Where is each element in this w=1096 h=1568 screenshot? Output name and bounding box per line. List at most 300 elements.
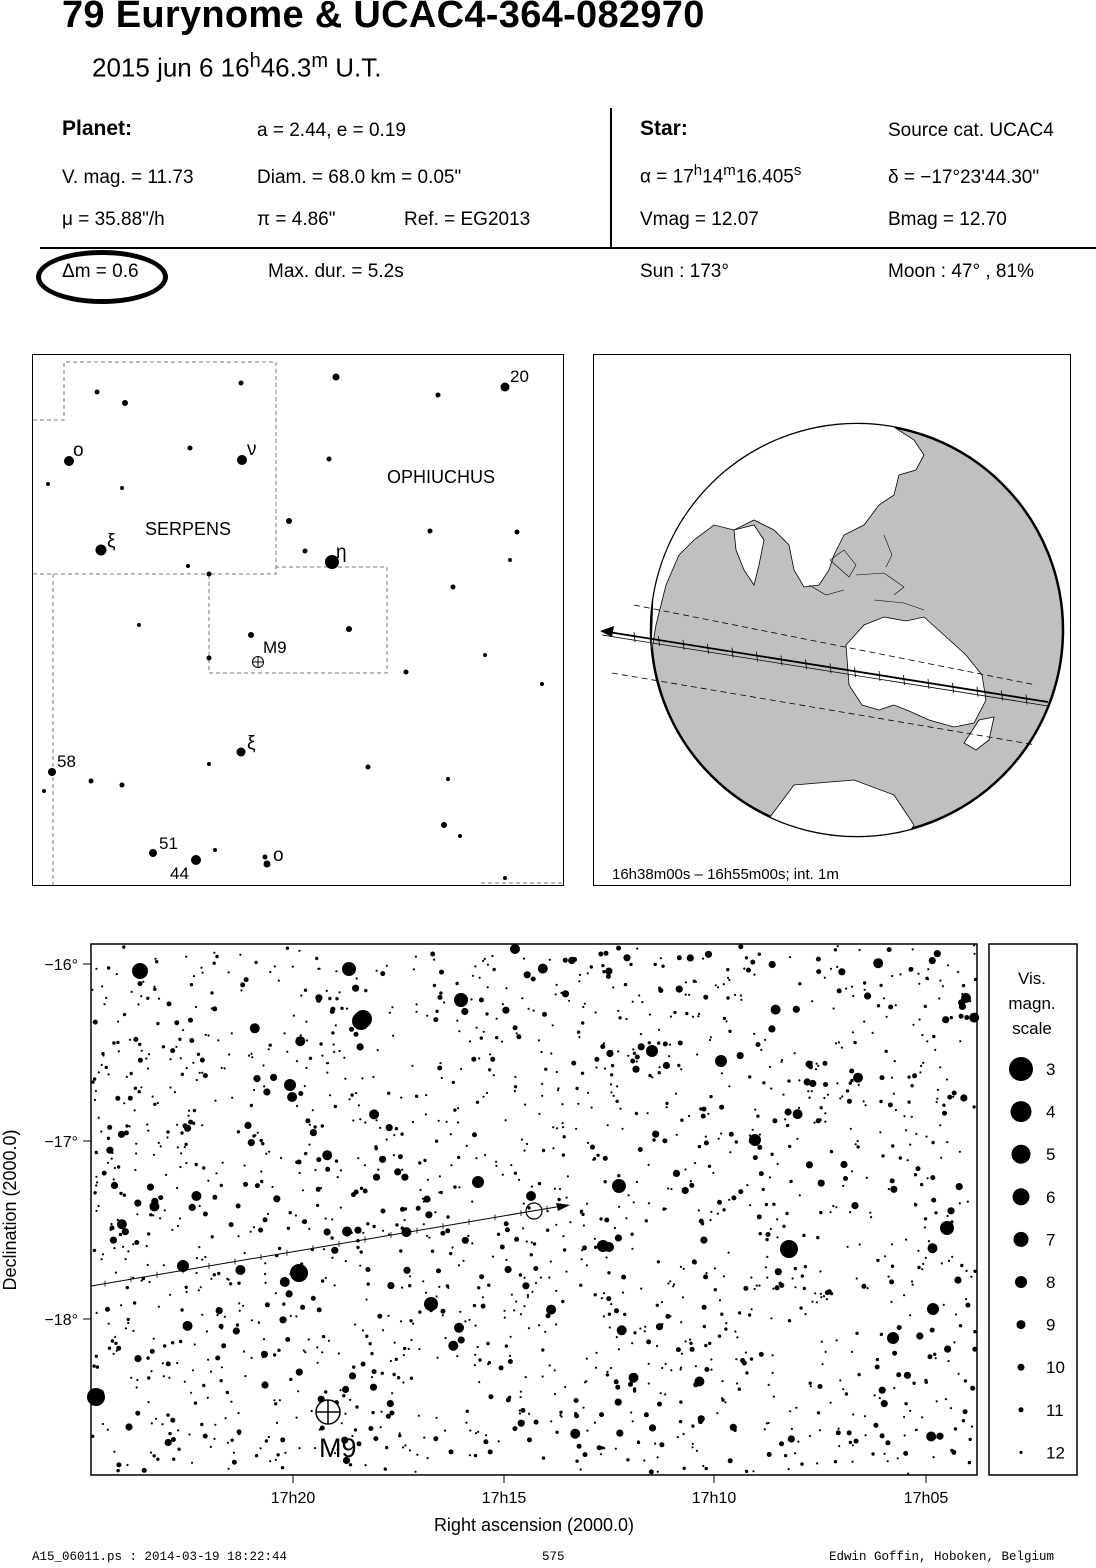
field-star (261, 1142, 264, 1145)
field-star (472, 1132, 477, 1137)
field-star (809, 1080, 816, 1087)
field-star (399, 1432, 401, 1434)
field-star (153, 988, 156, 991)
field-star (446, 1215, 449, 1218)
field-star (495, 1165, 497, 1167)
cmap-star (458, 834, 462, 838)
footer-page: 575 (542, 1550, 565, 1564)
field-star (168, 1377, 170, 1379)
field-star (533, 1266, 538, 1271)
info-divider (610, 108, 612, 248)
field-star (964, 1379, 967, 1382)
field-star (304, 989, 307, 992)
field-star (736, 1382, 738, 1384)
field-star (107, 1137, 110, 1140)
field-star (772, 1354, 774, 1356)
field-star (577, 1103, 579, 1105)
field-star (523, 1305, 525, 1307)
field-star (367, 1282, 370, 1285)
field-star (314, 1447, 316, 1449)
field-star (408, 1348, 410, 1350)
field-star (296, 1369, 303, 1376)
field-star (835, 1042, 837, 1044)
globe-caption: 16h38m00s – 16h55m00s; int. 1m (612, 866, 839, 883)
field-star (794, 1267, 797, 1270)
field-star (865, 1104, 867, 1106)
field-star (473, 1304, 476, 1307)
field-star (524, 1277, 526, 1279)
field-star (791, 1428, 793, 1430)
field-star (305, 1118, 310, 1123)
field-star (809, 1435, 811, 1437)
field-star (458, 1264, 460, 1266)
field-star (863, 1100, 865, 1102)
field-star (710, 1211, 712, 1213)
field-star (940, 1157, 942, 1159)
field-star (819, 1270, 821, 1272)
field-star (649, 1014, 651, 1016)
field-star (969, 1438, 972, 1441)
field-star (514, 1237, 519, 1242)
field-star (225, 1417, 227, 1419)
field-star (946, 1141, 948, 1143)
field-star (243, 1182, 248, 1187)
field-star (845, 988, 847, 990)
planet-label: Planet: (62, 117, 133, 140)
field-star (322, 1150, 332, 1160)
field-star (274, 1402, 277, 1405)
field-star (179, 1217, 181, 1219)
field-star (816, 1118, 821, 1123)
planet-pi: π = 4.86" (257, 209, 336, 230)
field-star (275, 1292, 277, 1294)
field-star (622, 1292, 624, 1294)
field-star (95, 968, 97, 970)
field-star (103, 1003, 105, 1005)
field-star (474, 1364, 476, 1366)
field-star (785, 1108, 792, 1115)
field-star (696, 1450, 698, 1452)
field-star (152, 1096, 154, 1098)
field-star (595, 1352, 597, 1354)
field-star (943, 1304, 945, 1306)
field-star (648, 1202, 650, 1204)
field-star (957, 971, 959, 973)
field-star (911, 1280, 913, 1282)
field-star (873, 1423, 878, 1428)
field-star (641, 1001, 643, 1003)
cmap-star (237, 748, 246, 757)
field-star (458, 1336, 465, 1343)
field-star (95, 1210, 97, 1212)
field-star (658, 1029, 660, 1031)
field-star (153, 1103, 156, 1106)
field-star (519, 1273, 522, 1276)
field-star (528, 1327, 530, 1329)
field-star (189, 1204, 196, 1211)
field-star (268, 1151, 270, 1153)
field-star (488, 1068, 491, 1071)
field-star (493, 968, 496, 971)
field-star (819, 1211, 822, 1214)
field-star (738, 1388, 741, 1391)
field-star (179, 1166, 181, 1168)
cmap-star (237, 455, 247, 465)
field-star (710, 1369, 712, 1371)
field-star (904, 1402, 907, 1405)
field-star (110, 1225, 115, 1230)
legend-label-mag-8: 8 (1046, 1273, 1056, 1292)
field-star (973, 953, 975, 955)
field-star (485, 1012, 488, 1015)
field-star (260, 1139, 263, 1142)
field-star (413, 968, 415, 970)
field-star (735, 1140, 738, 1143)
field-star (895, 1109, 897, 1111)
field-star (130, 1377, 132, 1379)
field-star (480, 1036, 483, 1039)
cmap-star (89, 779, 94, 784)
field-star (395, 1223, 398, 1226)
field-star (134, 1109, 136, 1111)
field-star (436, 1268, 441, 1273)
field-star (679, 1420, 682, 1423)
field-star (146, 1356, 149, 1359)
field-star (864, 992, 871, 999)
field-star (102, 1253, 104, 1255)
field-star (646, 1339, 651, 1344)
field-star (456, 1355, 458, 1357)
field-star (469, 1429, 471, 1431)
field-star (302, 1221, 304, 1223)
field-star (965, 1298, 967, 1300)
field-star (423, 1223, 425, 1225)
field-star (904, 1372, 911, 1379)
star-alpha: $\alpha = 17^h14^m16.405^s$ (640, 162, 802, 188)
field-star (127, 1250, 129, 1252)
legend-dot-mag-7 (1014, 1232, 1029, 1247)
field-star (577, 1444, 582, 1449)
field-star (974, 978, 977, 981)
field-star (557, 1087, 559, 1089)
field-star (426, 1015, 428, 1017)
field-star (398, 1154, 403, 1159)
field-star (242, 1305, 244, 1307)
field-star (401, 1226, 404, 1229)
field-star (542, 1149, 545, 1152)
field-star (973, 1270, 976, 1273)
field-star (326, 990, 328, 992)
field-star (681, 1353, 683, 1355)
field-star (160, 1145, 162, 1147)
field-star (581, 1258, 583, 1260)
field-star (504, 1221, 509, 1226)
field-star (452, 1247, 454, 1249)
field-star (441, 1309, 446, 1314)
field-star (233, 1327, 240, 1334)
field-star (261, 1381, 268, 1388)
field-star (724, 1327, 727, 1330)
field-star (669, 1044, 671, 1046)
field-star (215, 1172, 217, 1174)
field-star (829, 1211, 831, 1213)
field-star (458, 1186, 460, 1188)
field-star (664, 1393, 666, 1395)
field-star (715, 984, 717, 986)
field-star (170, 1418, 175, 1423)
finder-frame (91, 944, 977, 1475)
field-star (195, 1006, 197, 1008)
field-star (922, 1062, 924, 1064)
field-star (742, 1361, 747, 1366)
field-star (631, 1342, 633, 1344)
field-star (175, 1046, 177, 1048)
field-star (198, 1246, 200, 1248)
field-star (423, 1201, 425, 1203)
legend-dot-mag-9 (1017, 1320, 1026, 1329)
field-star (853, 1073, 863, 1083)
field-star (308, 1228, 310, 1230)
field-star (880, 1333, 883, 1336)
field-star (462, 1260, 464, 1262)
field-star (884, 1453, 886, 1455)
field-star (734, 1330, 736, 1332)
field-star (835, 1206, 837, 1208)
field-star (297, 1390, 299, 1392)
field-star (123, 1013, 126, 1016)
field-star (692, 1016, 694, 1018)
field-star (118, 1131, 125, 1138)
field-star (385, 1446, 388, 1449)
field-star (310, 1129, 317, 1136)
field-star (889, 1279, 894, 1284)
field-star (250, 1231, 252, 1233)
field-star (239, 954, 241, 956)
field-star (950, 1016, 953, 1019)
field-star (433, 1017, 438, 1022)
field-star (428, 1237, 430, 1239)
field-star (942, 1104, 945, 1107)
field-star (470, 998, 472, 1000)
field-star (303, 1349, 305, 1351)
field-star (300, 1034, 302, 1036)
field-star (540, 1051, 542, 1053)
field-star (399, 1249, 402, 1252)
field-star (349, 1027, 354, 1032)
field-star (947, 1207, 954, 1214)
field-star (111, 1339, 114, 1342)
field-star (941, 1262, 943, 1264)
field-star (435, 1140, 438, 1143)
field-star (416, 1206, 421, 1211)
m9-label: M9 (263, 638, 287, 657)
field-star (548, 1276, 550, 1278)
field-star (255, 1454, 258, 1457)
field-star (365, 1335, 368, 1338)
field-star (354, 1227, 361, 1234)
field-star (502, 1174, 504, 1176)
field-star (371, 1411, 374, 1414)
cmap-star (327, 457, 332, 462)
field-star (132, 1243, 134, 1245)
field-star (268, 1436, 270, 1438)
field-star (817, 1065, 819, 1067)
field-star (552, 1024, 554, 1026)
field-star (93, 1020, 98, 1025)
field-star (194, 1401, 197, 1404)
field-star (934, 950, 941, 957)
field-star (486, 1092, 488, 1094)
field-star (606, 1373, 609, 1376)
field-star (147, 1184, 154, 1191)
field-star (770, 1153, 773, 1156)
field-star (590, 1145, 595, 1150)
field-star (158, 1142, 160, 1144)
cmap-star (333, 374, 340, 381)
field-star (688, 994, 690, 996)
cmap-star (239, 381, 244, 386)
field-star (199, 1072, 201, 1074)
field-star (192, 1062, 194, 1064)
field-star (298, 1091, 303, 1096)
field-star (141, 1050, 143, 1052)
field-star (186, 1291, 188, 1293)
field-star (479, 1274, 484, 1279)
field-star (112, 1041, 115, 1044)
field-star (604, 1218, 609, 1223)
field-star (255, 1183, 260, 1188)
field-star (170, 1058, 172, 1060)
field-star (690, 1347, 695, 1352)
field-star (617, 1325, 627, 1335)
field-star (769, 1066, 771, 1068)
field-star (785, 1212, 788, 1215)
field-star (158, 1306, 160, 1308)
field-star (947, 964, 949, 966)
field-star (538, 1324, 540, 1326)
field-star (746, 1184, 748, 1186)
field-star (905, 1239, 907, 1241)
field-star (691, 1424, 694, 1427)
field-star (198, 1289, 200, 1291)
field-star (591, 1107, 593, 1109)
legend-label-mag-11: 11 (1046, 1400, 1064, 1420)
cmap-star (207, 762, 211, 766)
field-star (436, 1357, 438, 1359)
field-star (212, 1195, 217, 1200)
field-star (364, 1121, 366, 1123)
field-star (759, 1133, 761, 1135)
field-star (555, 1224, 557, 1226)
field-star (891, 1077, 893, 1079)
field-star (134, 1087, 137, 1090)
field-star (559, 1414, 561, 1416)
field-star (213, 1273, 216, 1276)
field-star (820, 1296, 822, 1298)
field-star (766, 1256, 768, 1258)
field-star (611, 1064, 614, 1067)
field-star (482, 1296, 484, 1298)
field-star (231, 1439, 234, 1442)
field-star (662, 1138, 667, 1143)
field-star (610, 1073, 613, 1076)
field-star (449, 1252, 452, 1255)
field-star (599, 1412, 604, 1417)
field-star (216, 1314, 218, 1316)
field-star (673, 1283, 675, 1285)
field-star (769, 961, 776, 968)
field-star (816, 1462, 818, 1464)
field-star (153, 986, 155, 988)
field-star (349, 1372, 356, 1379)
field-star (522, 1282, 529, 1289)
field-star (373, 1436, 378, 1441)
field-star (273, 1399, 275, 1401)
field-star (680, 1367, 682, 1369)
field-star (277, 1349, 280, 1352)
field-star (194, 1343, 196, 1345)
field-star (315, 957, 318, 960)
field-star (122, 1246, 124, 1248)
field-star (656, 1345, 658, 1347)
field-star (180, 1152, 182, 1154)
field-star (959, 1324, 962, 1327)
field-star (122, 1228, 129, 1235)
field-star (849, 1082, 852, 1085)
field-star (148, 1281, 150, 1283)
field-star (927, 968, 929, 970)
field-star (568, 957, 575, 964)
field-star (738, 1311, 741, 1314)
field-star (821, 1341, 823, 1343)
field-star (116, 1350, 118, 1352)
field-star (519, 1409, 521, 1411)
field-star (794, 1286, 796, 1288)
field-star (501, 1041, 503, 1043)
field-star (864, 989, 866, 991)
field-star (184, 1143, 187, 1146)
field-star (832, 1205, 834, 1207)
field-star (586, 1358, 588, 1360)
field-star (914, 1173, 917, 1176)
field-star (240, 989, 242, 991)
field-star (610, 1303, 612, 1305)
bright-star (887, 1332, 899, 1344)
field-star (430, 952, 435, 957)
field-star (319, 1042, 322, 1045)
field-star (886, 1016, 888, 1018)
field-star (965, 1303, 970, 1308)
field-star (896, 1372, 901, 1377)
star-vmag: Vmag = 12.07 (640, 209, 759, 230)
field-star (897, 1325, 902, 1330)
field-star (237, 1130, 240, 1133)
field-star (586, 1264, 588, 1266)
field-star (380, 1426, 382, 1428)
field-star (594, 1293, 597, 1296)
field-star (680, 1119, 683, 1122)
field-star (471, 1057, 476, 1062)
field-star (514, 1172, 517, 1175)
field-star (185, 1286, 188, 1289)
cmap-star (436, 393, 441, 398)
field-star (505, 1259, 507, 1261)
field-star (147, 1232, 150, 1235)
field-star (753, 1155, 758, 1160)
omicron-label-2: o (273, 845, 284, 866)
field-star (107, 1162, 109, 1164)
field-star (852, 1031, 854, 1033)
